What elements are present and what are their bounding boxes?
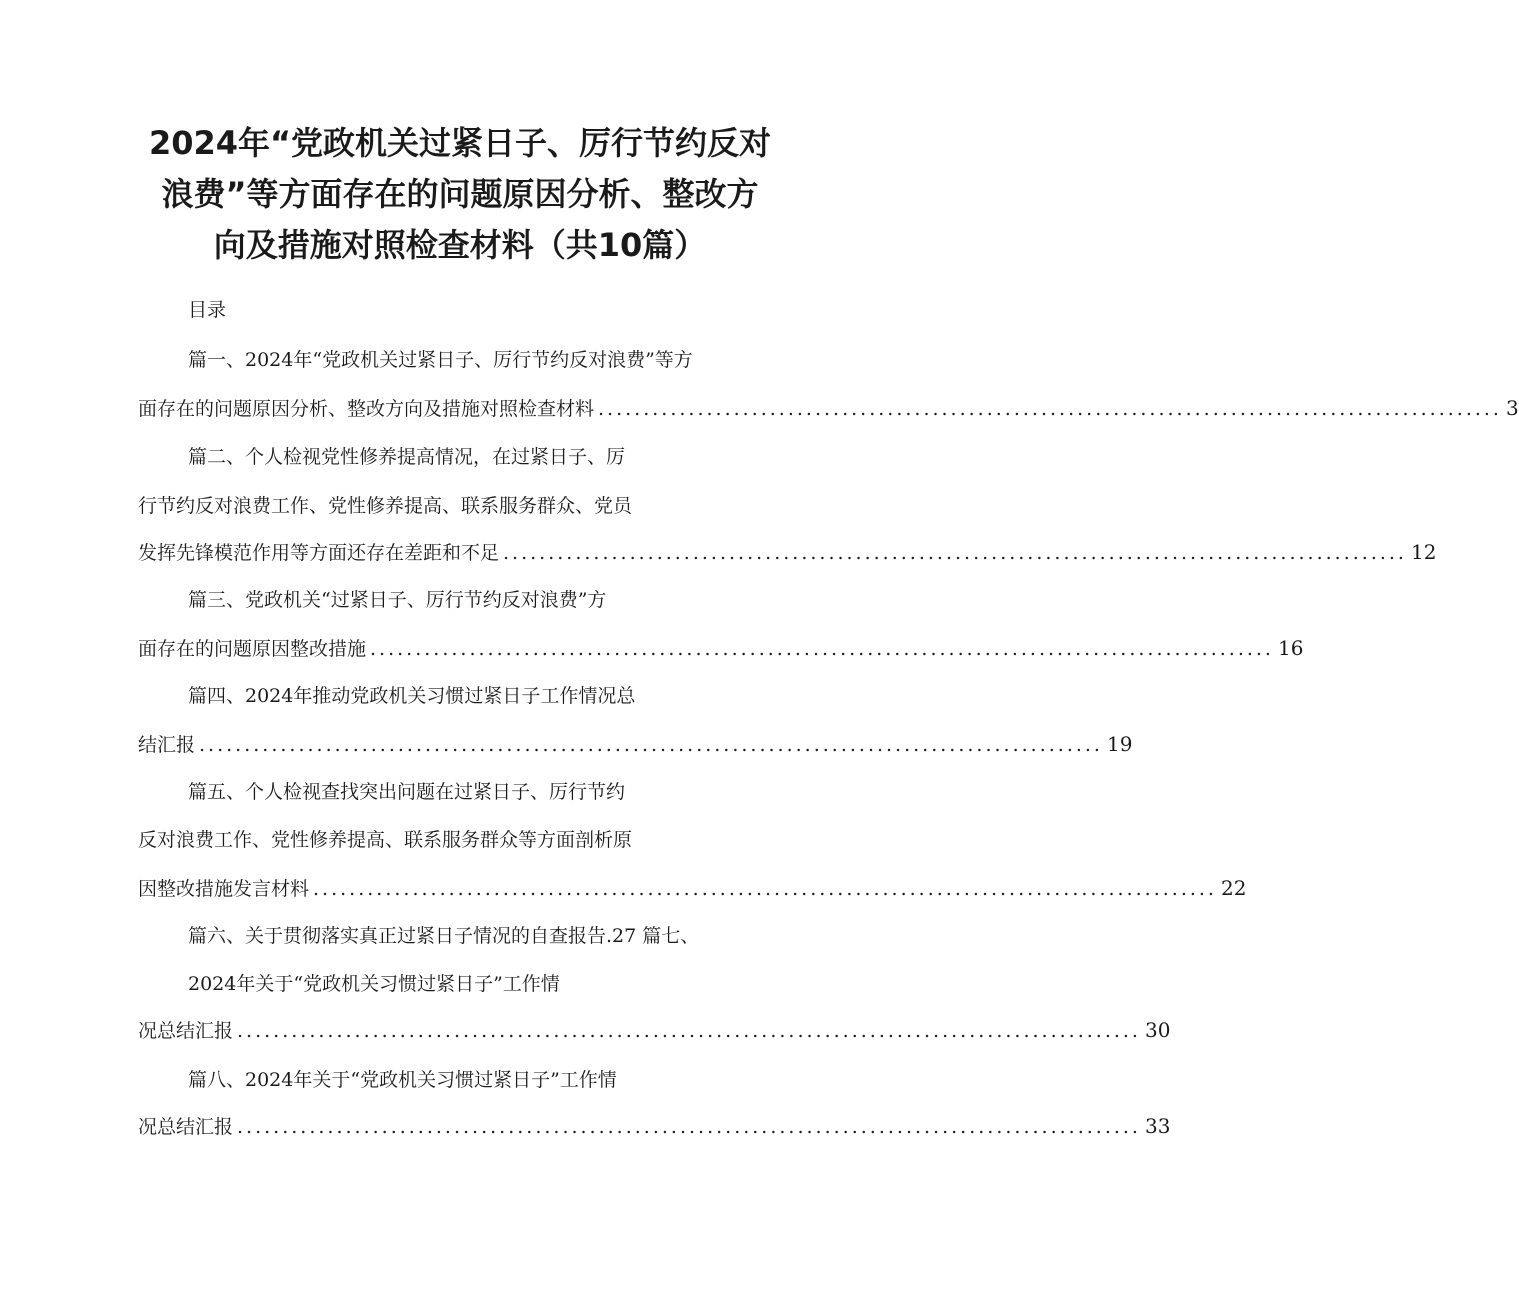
dot-leader: .................................................................................................... <box>313 878 1217 900</box>
toc-line-text: 结汇报 <box>138 734 196 756</box>
title-line-1: 2024年“党政机关过紧日子、厉行节约反对 <box>148 124 772 162</box>
page-number: 30 <box>1144 1018 1171 1042</box>
toc-line-text: 因整改措施发言材料 <box>138 878 310 900</box>
page-number: 12 <box>1410 540 1437 564</box>
dot-leader: .................................................................................................... <box>598 398 1502 420</box>
dot-leader: .................................................................................................... <box>237 1020 1141 1042</box>
toc-entry-1[interactable] <box>138 394 1519 422</box>
page-number: 22 <box>1220 876 1247 900</box>
toc-line <box>188 778 625 806</box>
toc-line <box>138 826 632 854</box>
toc-line-text: 篇一、2024年“党政机关过紧日子、厉行节约反对浪费”等方 <box>188 349 693 371</box>
dot-leader: .................................................................................................... <box>237 1116 1141 1138</box>
toc-line-text: 2024年关于“党政机关习惯过紧日子”工作情 <box>188 973 560 995</box>
toc-line <box>188 970 560 998</box>
toc-line-text: 反对浪费工作、党性修养提高、联系服务群众等方面剖析原 <box>138 829 633 851</box>
toc-entry-5[interactable] <box>138 874 1247 902</box>
toc-line-text: 篇二、个人检视党性修养提高情况，在过紧日子、厉 <box>188 446 626 468</box>
dot-leader: .................................................................................................... <box>503 542 1407 564</box>
toc-entry-3[interactable] <box>138 634 1304 662</box>
toc-line <box>188 443 625 471</box>
page-number: 16 <box>1277 636 1304 660</box>
toc-line <box>188 682 635 710</box>
toc-line-text: 况总结汇报 <box>138 1116 234 1138</box>
toc-line-text: 面存在的问题原因整改措施 <box>138 638 367 660</box>
title-line-2: 浪费”等方面存在的问题原因分析、整改方 <box>161 175 759 213</box>
page-number: 33 <box>1144 1114 1171 1138</box>
toc-line <box>138 492 632 520</box>
toc-line[interactable] <box>188 922 699 950</box>
toc-entry-4[interactable] <box>138 730 1133 758</box>
dot-leader: .................................................................................................... <box>370 638 1274 660</box>
toc-heading: 目录 <box>188 299 227 321</box>
toc-entry-2[interactable] <box>138 538 1437 566</box>
toc-entry-7[interactable] <box>138 1016 1171 1044</box>
toc-line-text: 面存在的问题原因分析、整改方向及措施对照检查材料 <box>138 398 595 420</box>
toc-line-text: 篇八、2024年关于“党政机关习惯过紧日子”工作情 <box>188 1069 617 1091</box>
toc-line-text: 发挥先锋模范作用等方面还存在差距和不足 <box>138 542 500 564</box>
toc-entry-8[interactable] <box>138 1112 1171 1140</box>
toc-line-text: 篇五、个人检视查找突出问题在过紧日子、厉行节约 <box>188 781 626 803</box>
toc-line <box>188 1066 617 1094</box>
toc-line-text: 篇四、2024年推动党政机关习惯过紧日子工作情况总 <box>188 685 636 707</box>
toc-line <box>188 586 606 614</box>
document-title <box>120 118 800 271</box>
toc-line <box>188 346 693 374</box>
title-line-3: 向及措施对照检查材料（共10篇） <box>213 226 707 264</box>
page-number: 19 <box>1106 732 1133 756</box>
page-number: 3 <box>1505 396 1519 420</box>
toc-line-text: 篇三、党政机关“过紧日子、厉行节约反对浪费”方 <box>188 589 607 611</box>
toc-line-text: 篇六、关于贯彻落实真正过紧日子情况的自查报告.27 篇七、 <box>188 925 700 947</box>
toc-line-text: 况总结汇报 <box>138 1020 234 1042</box>
toc-line-text: 行节约反对浪费工作、党性修养提高、联系服务群众、党员 <box>138 495 633 517</box>
dot-leader: .................................................................................................... <box>199 734 1103 756</box>
